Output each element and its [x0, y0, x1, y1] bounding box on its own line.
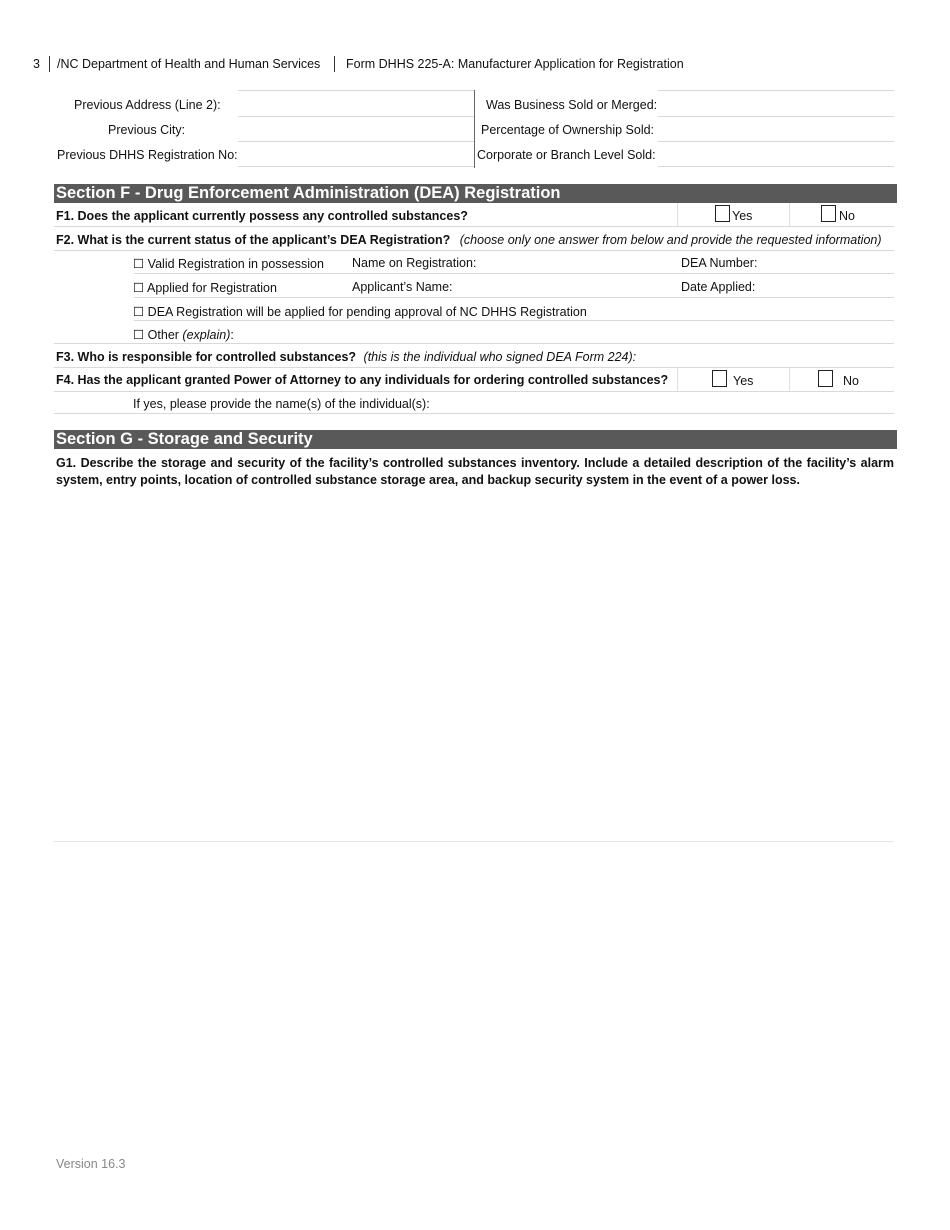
field-top-line	[658, 90, 894, 91]
section-g-header: Section G - Storage and Security	[54, 430, 897, 449]
f2-option-valid[interactable]: ☐ Valid Registration in possession	[133, 257, 324, 271]
cell-divider	[789, 203, 790, 226]
f4-followup-label: If yes, please provide the name(s) of the individual(s):	[133, 397, 430, 411]
other-suffix: :	[230, 328, 234, 342]
previous-city-field[interactable]	[238, 141, 474, 142]
f1-no-label: No	[839, 209, 855, 223]
version-label: Version 16.3	[56, 1157, 126, 1171]
f2-question-row	[56, 233, 882, 247]
row-divider	[54, 391, 894, 392]
other-explain: (explain)	[182, 328, 231, 342]
f4-no-label: No	[843, 374, 859, 388]
previous-dhhs-registration-field[interactable]	[238, 166, 474, 167]
f4-yes-checkbox[interactable]	[712, 370, 727, 387]
row-divider	[54, 367, 894, 368]
f3-note: (this is the individual who signed DEA Form 224):	[363, 350, 637, 364]
cell-divider	[677, 203, 678, 226]
previous-dhhs-registration-label: Previous DHHS Registration No:	[57, 148, 238, 162]
f4-yes-label: Yes	[733, 374, 754, 388]
previous-address-line2-label: Previous Address (Line 2):	[74, 98, 221, 112]
f1-no-checkbox[interactable]	[821, 205, 836, 222]
f2-note: (choose only one answer from below and provide the requested information)	[459, 233, 882, 247]
page-number: 3	[33, 57, 40, 71]
f3-question: F3. Who is responsible for controlled substances?	[56, 350, 357, 364]
date-applied-label: Date Applied:	[681, 280, 756, 294]
row-divider	[134, 297, 894, 298]
previous-city-label: Previous City:	[108, 123, 186, 137]
form-title: Form DHHS 225-A: Manufacturer Application for Registration	[346, 57, 684, 71]
f2-question: F2. What is the current status of the applicant’s DEA Registration?	[56, 233, 451, 247]
business-sold-label: Was Business Sold or Merged:	[486, 98, 658, 112]
f2-option-pending[interactable]: ☐ DEA Registration will be applied for pending approval of NC DHHS Registration	[133, 305, 587, 319]
section-f-header: Section F - Drug Enforcement Administration (DEA) Registration	[54, 184, 897, 203]
header-separator	[49, 56, 50, 72]
f2-option-applied[interactable]: ☐ Applied for Registration	[133, 281, 277, 295]
ownership-sold-field[interactable]	[658, 141, 894, 142]
other-prefix: ☐ Other	[133, 328, 183, 342]
field-top-line	[238, 90, 474, 91]
department-name: /NC Department of Health and Human Services	[57, 57, 321, 71]
cell-divider	[677, 367, 678, 391]
cell-divider	[789, 367, 790, 391]
g1-answer-area[interactable]	[54, 490, 894, 840]
row-divider	[54, 250, 894, 251]
previous-address-line2-field[interactable]	[238, 116, 474, 117]
f4-question: F4. Has the applicant granted Power of Attorney to any individuals for ordering controlled substances?	[56, 373, 669, 387]
dea-number-label: DEA Number:	[681, 256, 758, 270]
corporate-branch-label: Corporate or Branch Level Sold:	[477, 148, 656, 162]
ownership-sold-label: Percentage of Ownership Sold:	[481, 123, 655, 137]
valid-name-label: Name on Registration:	[352, 256, 477, 270]
row-divider	[54, 343, 894, 344]
f1-question: F1. Does the applicant currently possess any controlled substances?	[56, 209, 468, 223]
g1-answer-bottom-line	[54, 841, 894, 842]
row-divider	[134, 273, 894, 274]
corporate-branch-field[interactable]	[658, 166, 894, 167]
header-separator	[334, 56, 335, 72]
f2-option-other[interactable]	[133, 327, 234, 342]
row-divider	[134, 320, 894, 321]
business-sold-field[interactable]	[658, 116, 894, 117]
column-divider	[474, 90, 475, 168]
f4-followup-field[interactable]	[54, 413, 894, 414]
f3-question-row	[56, 350, 636, 364]
f1-yes-checkbox[interactable]	[715, 205, 730, 222]
applicant-name-label: Applicant’s Name:	[352, 280, 453, 294]
row-divider	[54, 226, 894, 227]
g1-question: G1. Describe the storage and security of the facility’s controlled substances inventory. Include a detailed description of the facility’s alarm system, entry points, location of controlled substance storage area, and backup security system in the event of a power loss.	[56, 456, 894, 487]
f4-no-checkbox[interactable]	[818, 370, 833, 387]
f1-yes-label: Yes	[732, 209, 753, 223]
